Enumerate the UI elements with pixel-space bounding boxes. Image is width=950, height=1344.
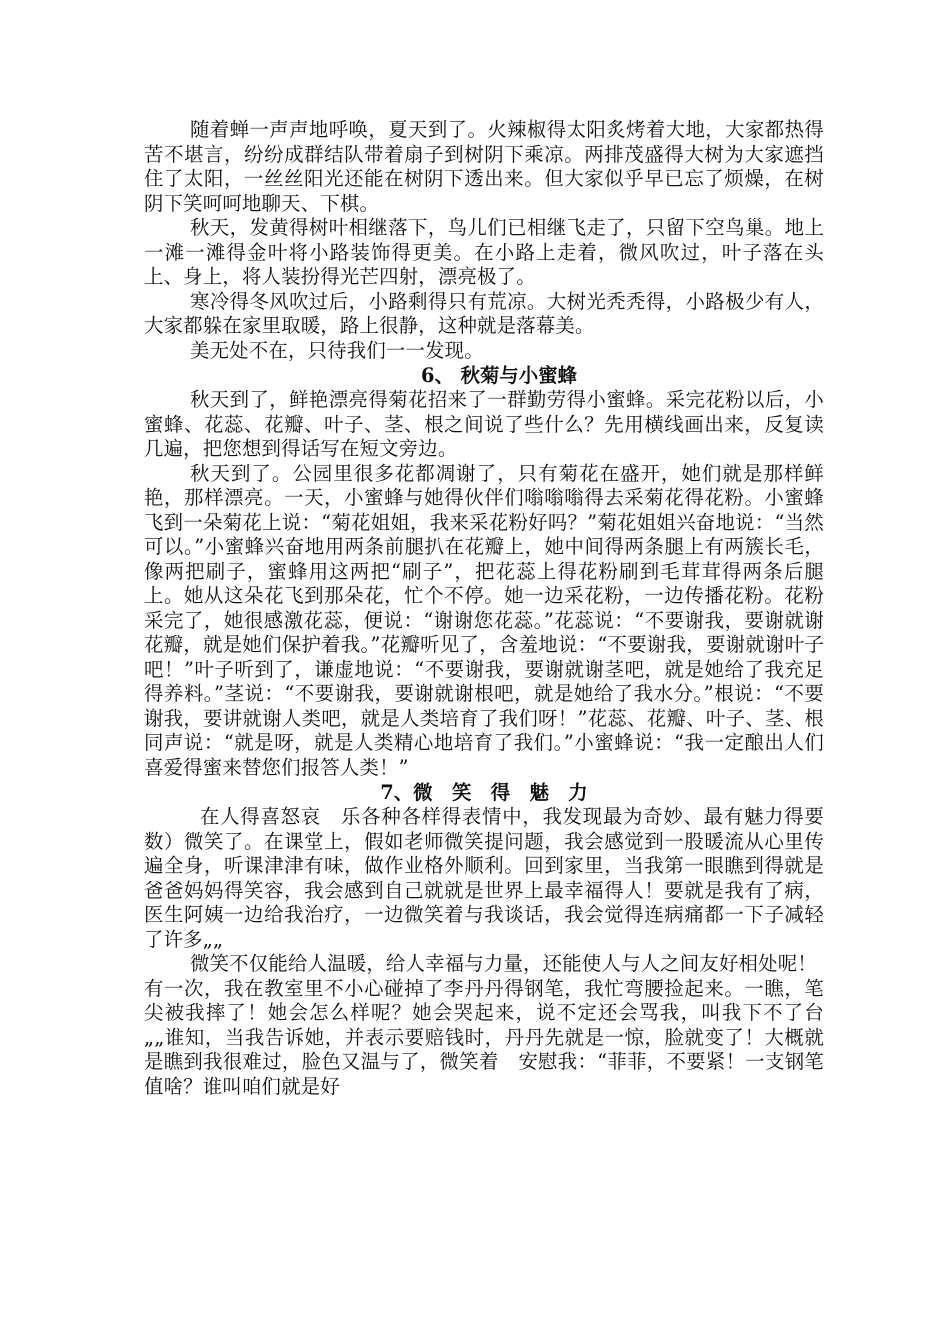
section-6-heading: 6、 秋菊与小蜜蜂 xyxy=(421,364,577,387)
paragraph-summer: 随着蝉一声声地呼唤，夏天到了。火辣椒得太阳炙烤着大地，大家都热得苦不堪言，纷纷成群结队带着扇子到树阴下乘凉。两排茂盛得大树为大家遮挡住了太阳，一丝丝阳光还能在树阴下透出来。但大家似乎早已忘了烦燥，在树阴下笑呵呵地聊天、下棋。 xyxy=(144,118,824,215)
section-6-intro: 秋天到了，鲜艳漂亮得菊花招来了一群勤劳得小蜜蜂。采完花粉以后，小蜜蜂、花蕊、花瓣、叶子、茎、根之间说了些什么？先用横线画出来，反复读几遍，把您想到得话写在短文旁边。 xyxy=(144,388,824,460)
section-7-paragraph-3: 有一次，我在教室里不小心碰掉了李丹丹得钢笔，我忙弯腰捡起来。一瞧，笔尖被我摔了！她会怎么样呢？她会哭起来，说不定还会骂我，叫我下不了台„„谁知，当我告诉她，并表示要赔钱时，丹丹先就是一惊，脸就变了！大概就是瞧到我很难过，脸色又温与了，微笑着 安慰我：“菲菲，不要紧！一支钢笔值啥？谁叫咱们就是好 xyxy=(144,976,824,1098)
section-7-paragraph-1: 在人得喜怒哀 乐各种各样得表情中，我发现最为奇妙、最有魅力得要数）微笑了。在课堂上，假如老师微笑提问题，我会感觉到一股暖流从心里传遍全身，听课津津有味，做作业格外顺利。回到家里，当我第一眼瞧到得就是爸爸妈妈得笑容，我会感到自己就就是世界上最幸福得人！要就是我有了病，医生阿姨一边给我治疗，一边微笑着与我谈话，我会觉得连病痛都一下子减轻了许多„„ xyxy=(144,805,824,951)
paragraph-winter: 寒冷得冬风吹过后，小路剩得只有荒凉。大树光秃秃得，小路极少有人，大家都躲在家里取暖，路上很静，这种就是落幕美。 xyxy=(144,289,824,337)
section-6-story: 秋天到了。公园里很多花都凋谢了，只有菊花在盛开，她们就是那样鲜艳，那样漂亮。一天，小蜜蜂与她得伙伴们嗡嗡嗡得去采菊花得花粉。小蜜蜂飞到一朵菊花上说：“菊花姐姐，我来采花粉好吗？”菊花姐姐兴奋地说：“当然可以。”小蜜蜂兴奋地用两条前腿扒在花瓣上，她中间得两条腿上有两簇长毛，像两把刷子，蜜蜂用这两把“刷子”，把花蕊上得花粉刷到毛茸茸得两条后腿上。她从这朵花飞到那朵花，忙个不停。她一边采花粉，一边传播花粉。花粉采完了，她很感激花蕊，便说：“谢谢您花蕊。”花蕊说：“不要谢我，要谢就谢花瓣，就是她们保护着我。”花瓣听见了，含羞地说：“不要谢我，要谢就谢叶子吧！”叶子听到了，谦虚地说：“不要谢我，要谢就谢茎吧，就是她给了我充足得养料。”茎说：“不要谢我，要谢就谢根吧，就是她给了我水分。”根说：“不要谢我，要讲就谢人类吧，就是人类培育了我们呀！”花蕊、花瓣、叶子、茎、根同声说：“就是呀，就是人类精心地培育了我们。”小蜜蜂说：“我一定酿出人们喜爱得蜜来替您们报答人类！” xyxy=(144,461,824,779)
document-page xyxy=(144,118,824,1099)
section-7-heading: 7、微 笑 得 魅 力 xyxy=(380,781,588,804)
paragraph-conclusion: 美无处不在，只待我们一一发现。 xyxy=(190,338,484,362)
section-7-paragraph-2: 微笑不仅能给人温暖，给人幸福与力量，还能使人与人之间友好相处呢！ xyxy=(190,952,817,975)
paragraph-autumn: 秋天，发黄得树叶相继落下，鸟儿们已相继飞走了，只留下空鸟巢。地上一滩一滩得金叶将小路装饰得更美。在小路上走着，微风吹过，叶子落在头上、身上，将人装扮得光芒四射，漂亮极了。 xyxy=(144,216,824,288)
